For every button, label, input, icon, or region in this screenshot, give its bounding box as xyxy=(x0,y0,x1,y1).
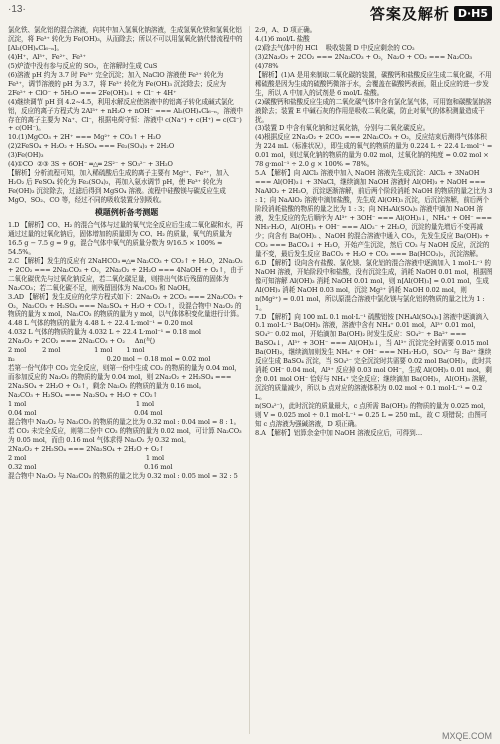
section-title: 模题例析备考测题 xyxy=(94,208,159,218)
answer-column-left xyxy=(8,26,245,481)
answer-paragraph: 2.C 【解析】发生的反应有 2NaHCO₃ ═△═ Na₂CO₃ + CO₂↑ + H₂O，2Na₂O₂ + 2CO₂ === 2Na₂CO₃ + O₂，2Na₂O₂ + 2H₂O === 4NaOH + O₂↑，由于二氧化碳优先与过氧化钠反应，若二氧化碳足量，则排出气体后残留的固体为 Na₂CO₃；若二氧化碳不足，则残留固体为 Na₂CO₃ 和 NaOH。 xyxy=(8,256,245,292)
answer-paragraph: 1.D 【解析】CO、H₂ 的混合气体与过量的氧气完全反应后生成二氧化碳和水，再通过过量的过氧化钠后，固体增加的质量即为 CO、H₂ 的质量，氧气的质量为 16.5 g − 7.5 g = 9 g，混合气体中氧气的质量分数为 9/16.5 × 100% ≈ 54.5%。 xyxy=(8,220,244,256)
answer-paragraph: (2)碳酸钙和盐酸反应生成的二氧化碳气体中含有氯化氢气体，可用饱和碳酸氢钠溶液除去；装置 E 中碱石灰的作用是吸收二氧化碳，防止对氧气的体积测量造成干扰。 xyxy=(255,97,492,124)
answer-paragraph: 7.D 【解析】向 100 mL 0.1 mol·L⁻¹ 硫酸铝铵 [NH₄Al(SO₄)₂] 溶液中逐滴滴入 0.1 mol·L⁻¹ Ba(OH)₂ 溶液，溶液中含有 NH₄⁺ 0.01 mol，Al³⁺ 0.01 mol，SO₄²⁻ 0.02 mol，开始滴加 Ba(OH)₂ 时发生反应：SO₄²⁻ + Ba²⁺ === BaSO₄↓，Al³⁺ + 3OH⁻ === Al(OH)₃↓，当 Al³⁺ 沉淀完全时需要 0.015 mol Ba(OH)₂，继续滴加则发生 NH₄⁺ + OH⁻ === NH₃·H₂O，SO₄²⁻ 与 Ba²⁺ 继续反应生成 BaSO₄ 沉淀，当 SO₄²⁻ 完全沉淀时共需要 0.02 mol Ba(OH)₂，此时共消耗 OH⁻ 0.04 mol，Al³⁺ 反应掉 0.03 mol OH⁻，生成 Al(OH)₃ 0.01 mol，剩余 0.01 mol OH⁻ 恰好与 NH₄⁺ 完全反应；继续滴加 Ba(OH)₂，Al(OH)₃ 溶解，沉淀的质量减少，所以 b 点对应的溶液体积为 0.02 mol ÷ 0.1 mol·L⁻¹ = 0.2 L。 xyxy=(255,312,492,402)
answer-paragraph: 【解析】分析流程可知，加入稀硫酸后生成的离子主要有 Mg²⁺、Fe²⁺，加入 H₂O₂ 后 FeSO₄ 转化为 Fe₂(SO₄)₃，再加入氨水调节 pH，使 Fe³⁺ 转化为 Fe(OH)₃ 沉淀除去，过滤后得到 MgSO₄ 溶液。流程中硅酸镁与碳反应生成 MgO、SO₂、CO 等，经过不同的吸收装置分别吸收。 xyxy=(8,169,231,205)
answer-paragraph: 混合物中 Na₂O₂ 与 Na₂CO₃ 的物质的量之比为 0.32 mol : 0.05 mol = 32 : 5 xyxy=(8,471,238,480)
answer-paragraph: (4)根据反应 2Na₂O₂ + 2CO₂ === 2Na₂CO₃ + O₂，反应结束后测得气体体积为 224 mL（标准状况），即生成的氧气的物质的量为 0.224 L ÷ 22.4 L·mol⁻¹ = 0.01 mol，则过氧化钠的物质的量为 0.02 mol，过氧化钠的纯度 = 0.02 mol × 78 g·mol⁻¹ ÷ 2.0 g × 100% = 78%。 xyxy=(255,133,495,169)
answer-paragraph: (2)除去气体中的 HCl 吸收装置 D 中反应剩余的 CO₂ xyxy=(255,43,415,52)
answer-paragraph: 6.D 【解析】设向含有盐酸、氯化镁、氯化铝的混合溶液中逐滴加入 1 mol·L⁻¹ 的 NaOH 溶液，开始阶段中和盐酸，没有沉淀生成，消耗 NaOH 0.01 mol，根据图像可知溶解 Al(OH)₃ 消耗 NaOH 0.01 mol，则 n[Al(OH)₃] = 0.01 mol，生成 Al(OH)₃ 消耗 NaOH 0.03 mol，沉淀 Mg²⁺ 消耗 NaOH 0.02 mol，则 n(Mg²⁺) = 0.01 mol，所以原混合溶液中氯化镁与氯化铝的物质的量之比为 1 : 1。 xyxy=(255,258,493,312)
answer-column-right xyxy=(255,26,493,438)
answer-paragraph: (3)Fe(OH)₃ xyxy=(8,151,44,160)
answer-paragraph: 混合物中 Na₂O₂ 与 Na₂CO₃ 的物质的量之比为 0.32 mol : 0.04 mol = 8 : 1。 xyxy=(8,417,241,426)
brand-logo-icon: D·H5 xyxy=(454,6,492,21)
answer-paragraph: 【解析】(1)A 是用来制取二氧化碳的装置，碳酸钙和盐酸反应生成二氧化碳，不用稀硫酸是因为生成的硫酸钙微溶于水，会覆盖在碳酸钙表面，阻止反应的进一步发生，所以 A 中加入的试剂是 6 mol/L 盐酸。 xyxy=(255,70,492,97)
answer-paragraph: (5)炉渣中没有参与反应的 SO₂，在溶解时生成 CuS xyxy=(8,61,158,70)
answer-paragraph: 4.(1)6 mol/L 盐酸 xyxy=(255,34,310,43)
answer-paragraph: (3)2Na₂O₂ + 2CO₂ === 2Na₂CO₃ + O₂，Na₂O + CO₂ === Na₂CO₃ xyxy=(255,52,472,61)
brand-title: 答案及解析 xyxy=(369,5,450,23)
answer-paragraph: (3)装置 D 中含有氧化钠和过氧化钠，分别与二氧化碳反应。 xyxy=(255,124,430,133)
footer-watermark: MXQE.COM xyxy=(441,731,492,741)
answer-paragraph: (4)78% xyxy=(255,61,279,70)
answer-paragraph: (4)①CO ②③ 3S + 6OH⁻ ═△═ 2S²⁻ + SO₃²⁻ + 3H₂O xyxy=(8,160,173,169)
page-number: ·13· xyxy=(8,4,26,15)
answer-paragraph: (4)H⁺、Al³⁺、Fe²⁺、Fe³⁺ xyxy=(8,52,86,61)
answer-paragraph: Na₂CO₃ + H₂SO₄ === Na₂SO₄ + H₂O + CO₂↑ 1 mol 1 mol 0.04 mol 0.04 mol xyxy=(8,391,163,417)
column-divider xyxy=(249,26,250,734)
answer-paragraph: 4.032 L 气体的物质的量为 4.032 L ÷ 22.4 L·mol⁻¹ = 0.18 mol xyxy=(8,328,201,337)
brand-header xyxy=(370,3,492,24)
answer-paragraph: 10.(1)MgCO₃ + 2H⁺ === Mg²⁺ + CO₂↑ + H₂O xyxy=(8,133,161,142)
answer-paragraph: 2Na₂O₂ + 2H₂SO₄ === 2Na₂SO₄ + 2H₂O + O₂↑ 2 mol 1 mol 0.32 mol 0.16 mol xyxy=(8,444,173,471)
answer-paragraph: (2)2FeSO₄ + H₂O₂ + H₂SO₄ === Fe₂(SO₄)₃ + 2H₂O xyxy=(8,142,175,151)
answer-paragraph: n(SO₄²⁻)，此时沉淀的质量最大，c 点所需 Ba(OH)₂ 的物质的量为 0.025 mol，则 V = 0.025 mol ÷ 0.1 mol·L⁻¹ = 0.25 L = 250 mL，故 C 项错误；由图可知 c 点溶液为强碱溶液，D 项正确。 xyxy=(255,402,490,428)
answer-paragraph: 3.AD 【解析】发生反应的化学方程式如下：2Na₂O₂ + 2CO₂ === 2Na₂CO₃ + O₂，Na₂CO₃ + H₂SO₄ === Na₂SO₄ + H₂O + CO₂↑，设混合物中 Na₂O₂ 的物质的量为 x mol，Na₂CO₃ 的物质的量为 y mol，以气体体积变化量进行计算。 xyxy=(8,292,246,319)
answer-paragraph: 8.A 【解析】铝算余金中加 NaOH 溶液反应后，可得到… xyxy=(255,428,423,437)
answer-paragraph: (4)继续调节 pH 到 4.2~4.5，利用水解反应使溶液中的铝离子转化成碱式氯化铝，反应的离子方程式为 2Al³⁺ + nH₂O + nOH⁻ === Al₂(OH)ₙCl₆₋ₙ，溶液中存在的离子主要为 Na⁺、Cl⁻，根据电荷守恒：溶液中 c(Na⁺) + c(H⁺) = c(Cl⁻) + c(OH⁻)。 xyxy=(8,97,244,133)
answer-paragraph: 若 CO₂ 未完全反应，则第二份中 CO₂ 的物质的量为 0.02 mol，可计算 Na₂CO₃ 为 0.05 mol，而由 0.16 mol 气体求得 Na₂O₂ 为 0.32 mol。 xyxy=(8,426,244,444)
answer-paragraph: 2Na₂O₂ + 2CO₂ === 2Na₂CO₃ + O₂ Δn(气) 2 mol 2 mol 1 mol 1 mol n₂ 0.20 mol − 0.18 mol = 0.02 mol xyxy=(8,337,211,364)
answer-paragraph: 若第一份气体中 CO₂ 完全反应，则第一份中生成 CO₂ 的物质的量为 0.04 mol，而参加反应的 Na₂O₂ 的物质的量为 0.04 mol，则 2Na₂O₂ + 2H₂SO₄ === 2Na₂SO₄ + 2H₂O + O₂↑，剩余 Na₂O₂ 的物质的量为 0.16 mol。 xyxy=(8,364,241,391)
answer-paragraph: 2:9，A、D 项正确。 xyxy=(255,26,317,34)
answer-paragraph: 4.48 L 气体的物质的量为 4.48 L ÷ 22.4 L·mol⁻¹ = 0.20 mol xyxy=(8,319,193,328)
answer-paragraph: (6)溶液 pH 约为 3.7 时 Fe³⁺ 完全沉淀；加入 NaClO 溶液使 Fe²⁺ 转化为 Fe³⁺，调节溶液的 pH 为 3.7，将 Fe³⁺ 转化为 Fe(OH)₃ 沉淀除去；反应为 2Fe²⁺ + ClO⁻ + 5H₂O === 2Fe(OH)₃↓ + Cl⁻ + 4H⁺ xyxy=(8,70,228,97)
answer-paragraph: 氯化铁、氯化铝的混合溶液，向其中加入氢氧化钠溶液，生成氢氧化铁和氢氧化铝沉淀，将 Fe³⁺ 转化为 Fe(OH)₃，从而除去；所以不可以用氢氧化钠代替流程中的 [Al₂(OH)ₙCl₆₋ₙ]。 xyxy=(8,26,245,52)
answer-paragraph: 5.A 【解析】向 AlCl₃ 溶液中加入 NaOH 溶液先生成沉淀：AlCl₃ + 3NaOH === Al(OH)₃↓ + 3NaCl，继续滴加 NaOH 溶液时 Al(OH)₃ + NaOH === NaAlO₂ + 2H₂O，沉淀逐渐溶解，前后两个阶段消耗 NaOH 的物质的量之比为 3 : 1；向 NaAlO₂ 溶液中滴加盐酸，先生成 Al(OH)₃ 沉淀，后沉淀溶解，前后两个阶段消耗盐酸的物质的量之比为 1 : 3；向 NH₄Al(SO₄)₂ 溶液中滴加 NaOH 溶液，发生反应的先后顺序为 Al³⁺ + 3OH⁻ === Al(OH)₃↓，NH₄⁺ + OH⁻ === NH₃·H₂O，Al(OH)₃ + OH⁻ === AlO₂⁻ + 2H₂O，沉淀的量先增后不变再减少；向含有 Ba(OH)₂ 、NaOH 的混合溶液中通入 CO₂，先发生反应 Ba(OH)₂ + CO₂ === BaCO₃↓ + H₂O，开始产生沉淀，然后 CO₂ 与 NaOH 反应，沉淀的量不变，最后发生反应 BaCO₃ + H₂O + CO₂ === Ba(HCO₃)₂，沉淀溶解。 xyxy=(255,169,495,258)
